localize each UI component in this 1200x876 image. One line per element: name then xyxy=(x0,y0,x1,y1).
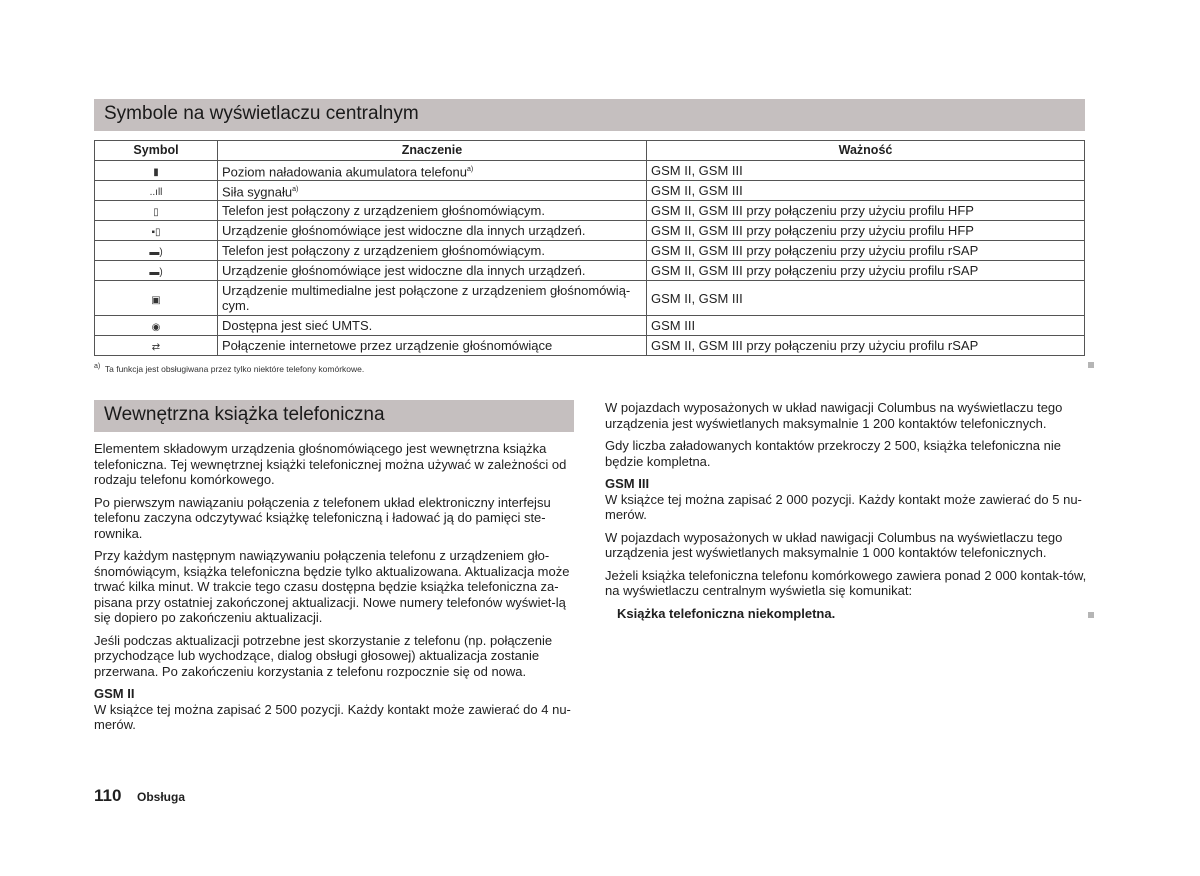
paragraph: Po pierwszym nawiązaniu połączenia z telefonem układ elektroniczny interfejsu telefonu zaczyna odczytywać książkę telefoniczną i ładować ją do pamięci ste-rownika. xyxy=(94,494,551,541)
paragraph: W pojazdach wyposażonych w układ nawigacji Columbus na wyświetlaczu tego urządzenia jest wyświetlanych maksymalnie 1 200 kontaktów telefonicznych. xyxy=(605,400,1063,431)
validity-text: GSM III xyxy=(651,318,696,333)
visible-device-rsap-icon: ▬) xyxy=(149,267,163,278)
footnote-ref: a) xyxy=(292,185,299,193)
section-header-phonebook xyxy=(94,400,574,432)
table-footnote xyxy=(94,362,364,374)
table-row xyxy=(95,261,1085,281)
multimedia-device-icon: ▣ xyxy=(151,294,161,306)
meaning-text: Telefon jest połączony z urządzeniem głośnomówiącym. xyxy=(222,203,545,218)
table-row xyxy=(95,316,1085,336)
right-column xyxy=(605,400,1087,628)
validity-text: GSM II, GSM III przy połączeniu przy użyciu profilu rSAP xyxy=(651,263,979,278)
battery-icon: ▮ xyxy=(153,167,159,178)
validity-text: GSM II, GSM III przy połączeniu przy użyciu profilu HFP xyxy=(651,203,974,218)
paragraph: Jeśli podczas aktualizacji potrzebne jest skorzystanie z telefonu (np. połączenie przychodzące lub wychodzące, dialog obsługi głosowej) aktualizacja zostanie przerwana. Po zakończeniu korzystania z telefonu rozpocznie się od nowa. xyxy=(94,632,553,679)
paragraph: W książce tej można zapisać 2 000 pozycji. Każdy kontakt może zawierać do 5 nu-merów. xyxy=(605,491,1082,522)
umts-icon: ◉ xyxy=(151,322,161,333)
visible-device-icon: ▪▯ xyxy=(151,227,161,238)
table-row xyxy=(95,281,1085,316)
table-row xyxy=(95,336,1085,356)
table-row xyxy=(95,201,1085,221)
phone-connected-rsap-icon: ▬) xyxy=(149,247,163,258)
table-row xyxy=(95,241,1085,261)
validity-text: GSM II, GSM III przy połączeniu przy użyciu profilu rSAP xyxy=(651,243,979,258)
validity-text: GSM II, GSM III xyxy=(651,183,743,198)
table-header-row xyxy=(95,141,1085,161)
footnote-mark: a) xyxy=(94,362,101,370)
paragraph: Jeżeli książka telefoniczna telefonu komórkowego zawiera ponad 2 000 kontak-tów, na wyświetlaczu centralnym wyświetla się komunikat: xyxy=(605,567,1087,598)
meaning-text: Połączenie internetowe przez urządzenie głośnomówiące xyxy=(222,338,553,353)
validity-text: GSM II, GSM III przy połączeniu przy użyciu profilu rSAP xyxy=(651,338,979,353)
left-column xyxy=(94,441,572,740)
footnote-ref: a) xyxy=(467,165,474,173)
table-row xyxy=(95,221,1085,241)
validity-text: GSM II, GSM III xyxy=(651,163,743,178)
validity-text: GSM II, GSM III przy połączeniu przy użyciu profilu HFP xyxy=(651,223,974,238)
paragraph: Elementem składowym urządzenia głośnomówiącego jest wewnętrzna książka telefoniczna. Tej wewnętrznej książki telefonicznej można używać w zależności od rodzaju telefonu komórkowego. xyxy=(94,441,567,487)
symbols-table xyxy=(94,140,1085,356)
chapter-name: Obsługa xyxy=(137,790,186,804)
paragraph: Gdy liczba załadowanych kontaktów przekroczy 2 500, książka telefoniczna nie będzie kompletna. xyxy=(605,438,1061,469)
meaning-text: Urządzenie głośnomówiące jest widoczne dla innych urządzeń. xyxy=(222,223,586,238)
subheading-gsm3: GSM III xyxy=(605,476,650,491)
phone-connected-icon: ▯ xyxy=(153,207,159,218)
footnote-text: Ta funkcja jest obsługiwana przez tylko niektóre telefony komórkowe. xyxy=(104,363,365,374)
column-header-symbol: Symbol xyxy=(95,141,218,161)
section-title: Symbole na wyświetlaczu centralnym xyxy=(104,103,419,124)
internet-connection-icon: ⇄ xyxy=(151,342,161,353)
paragraph: W pojazdach wyposażonych w układ nawigacji Columbus na wyświetlaczu tego urządzenia jest wyświetlanych maksymalnie 1 000 kontaktów telefonicznych. xyxy=(605,529,1063,560)
meaning-text: Urządzenie multimedialne jest połączone z urządzeniem głośnomówią-cym. xyxy=(222,283,631,313)
signal-strength-icon: ..ıll xyxy=(149,187,163,198)
section-title: Wewnętrzna książka telefoniczna xyxy=(104,404,385,425)
section-end-marker xyxy=(1088,612,1094,618)
meaning-text: Dostępna jest sieć UMTS. xyxy=(222,318,373,333)
column-header-validity: Ważność xyxy=(647,141,1085,161)
page-number: 110 xyxy=(94,786,122,805)
section-header-symbols xyxy=(94,99,1085,131)
table-row xyxy=(95,181,1085,201)
subheading-gsm2: GSM II xyxy=(94,686,135,701)
meaning-text: Siła sygnału xyxy=(222,184,293,200)
display-message: Książka telefoniczna niekompletna. xyxy=(617,605,836,621)
section-end-marker xyxy=(1088,362,1094,368)
meaning-text: Telefon jest połączony z urządzeniem głośnomówiącym. xyxy=(222,243,545,258)
meaning-text: Poziom naładowania akumulatora telefonu xyxy=(222,164,467,180)
validity-text: GSM II, GSM III xyxy=(651,290,743,306)
table-row xyxy=(95,161,1085,181)
paragraph: W książce tej można zapisać 2 500 pozycji. Każdy kontakt może zawierać do 4 nu-merów. xyxy=(94,701,571,732)
column-header-meaning: Znaczenie xyxy=(218,141,647,161)
paragraph: Przy każdym następnym nawiązywaniu połączenia telefonu z urządzeniem gło-śnomówiącym, książka telefoniczna będzie tylko aktualizowana. Aktualizacja może trwać kilka minut. W trakcie tego czasu dostępna będzie książka telefoniczna za-pisana przy ostatniej zakończonej aktualizacji. Nowe numery telefonów wyświet-lą się dopiero po zakończeniu aktualizacji. xyxy=(94,548,570,625)
meaning-text: Urządzenie głośnomówiące jest widoczne dla innych urządzeń. xyxy=(222,263,586,278)
